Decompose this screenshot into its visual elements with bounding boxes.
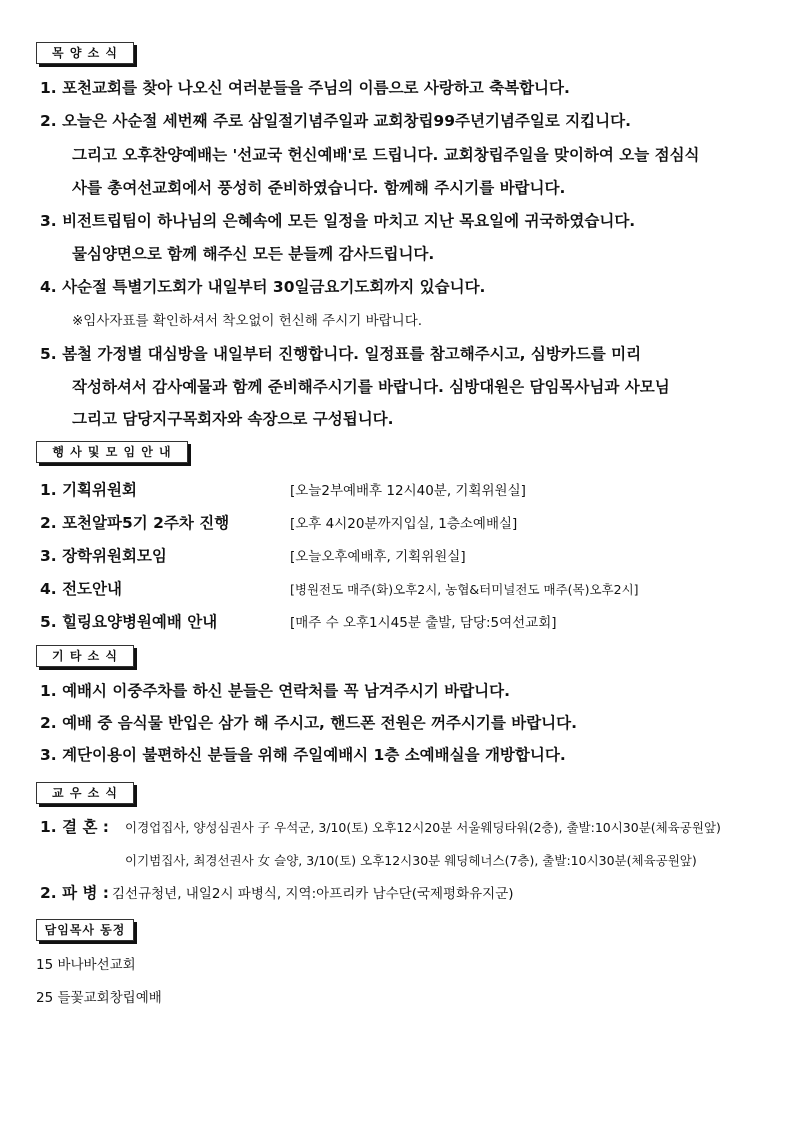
pastoral-news-line: 그리고 오후찬양예배는 '선교국 헌신예배'로 드립니다. 교회창립주일을 맞이하여 오늘 점심식 (72, 146, 700, 164)
pastoral-news-line: 5. 봄철 가정별 대심방을 내일부터 진행합니다. 일정표를 참고해주시고, 심방카드를 미리 (40, 345, 642, 363)
event-detail: [오늘오후예배후, 기획위원실] (290, 549, 466, 565)
pastoral-news-line: 물심양면으로 함께 해주신 모든 분들께 감사드립니다. (72, 245, 435, 263)
pastoral-news-line: 4. 사순절 특별기도회가 내일부터 30일금요기도회까지 있습니다. (40, 278, 486, 296)
section-header-member-news: 교 우 소 식 (36, 782, 134, 804)
funeral-detail: 김선규청년, 내일2시 파병식, 지역:아프리카 남수단(국제평화유지군) (112, 886, 514, 902)
other-news-line: 2. 예배 중 음식물 반입은 삼가 해 주시고, 핸드폰 전원은 꺼주시기를 바랍니다. (40, 714, 578, 732)
pastoral-news-line: 1. 포천교회를 찾아 나오신 여러분들을 주님의 이름으로 사랑하고 축복합니다. (40, 79, 570, 97)
pastoral-news-line: ※임사자표를 확인하셔서 착오없이 헌신해 주시기 바랍니다. (72, 313, 423, 329)
pastoral-news-line: 3. 비전트립팀이 하나님의 은혜속에 모든 일정을 마치고 지난 목요일에 귀국하였습니다. (40, 212, 636, 230)
wedding-detail: 이기범집사, 최경선권사 女 슬양, 3/10(토) 오후12시30분 웨딩헤너스(7층), 출발:10시30분(체육공원앞) (125, 853, 697, 868)
pastoral-news-line: 사를 총여선교회에서 풍성히 준비하였습니다. 함께해 주시기를 바랍니다. (72, 179, 566, 197)
event-label: 3. 장학위원회모임 (40, 547, 167, 565)
event-detail: [병원전도 매주(화)오후2시, 농협&터미널전도 매주(목)오후2시] (290, 582, 639, 597)
event-label: 1. 기획위원회 (40, 481, 137, 499)
pastoral-news-line: 작성하셔서 감사예물과 함께 준비해주시기를 바랍니다. 심방대원은 담임목사님과 사모님 (72, 378, 670, 396)
section-header-events: 행 사 및 모 임 안 내 (36, 441, 188, 463)
funeral-label: 2. 파 병 : (40, 884, 110, 902)
other-news-line: 3. 계단이용이 불편하신 분들을 위해 주일예배시 1층 소예배실을 개방합니다. (40, 746, 566, 764)
other-news-line: 1. 예배시 이중주차를 하신 분들은 연락처를 꼭 남겨주시기 바랍니다. (40, 682, 511, 700)
pastoral-news-line: 그리고 담당지구목회자와 속장으로 구성됩니다. (72, 410, 394, 428)
wedding-label: 1. 결 혼 : (40, 818, 110, 836)
event-detail: [오후 4시20분까지입실, 1층소예배실] (290, 516, 518, 532)
wedding-detail: 이경업집사, 양성심권사 子 우석군, 3/10(토) 오후12시20분 서울웨딩타워(2층), 출발:10시30분(체육공원앞) (125, 820, 721, 835)
section-header-other-news: 기 타 소 식 (36, 645, 134, 667)
section-header-pastor-schedule: 담임목사 동정 (36, 919, 134, 941)
event-label: 5. 힐링요양병원예배 안내 (40, 613, 218, 631)
event-detail: [오늘2부예배후 12시40분, 기획위원실] (290, 483, 526, 499)
section-header-pastoral-news: 목 양 소 식 (36, 42, 134, 64)
event-detail: [매주 수 오후1시45분 출발, 담당:5여선교회] (290, 615, 557, 631)
pastor-schedule-item: 25 들꽃교회창립예배 (36, 990, 162, 1006)
pastor-schedule-item: 15 바나바선교회 (36, 957, 136, 973)
event-label: 2. 포천알파5기 2주차 진행 (40, 514, 230, 532)
event-label: 4. 전도안내 (40, 580, 122, 598)
pastoral-news-line: 2. 오늘은 사순절 세번째 주로 삼일절기념주일과 교회창립99주년기념주일로 지킵니다. (40, 112, 631, 130)
